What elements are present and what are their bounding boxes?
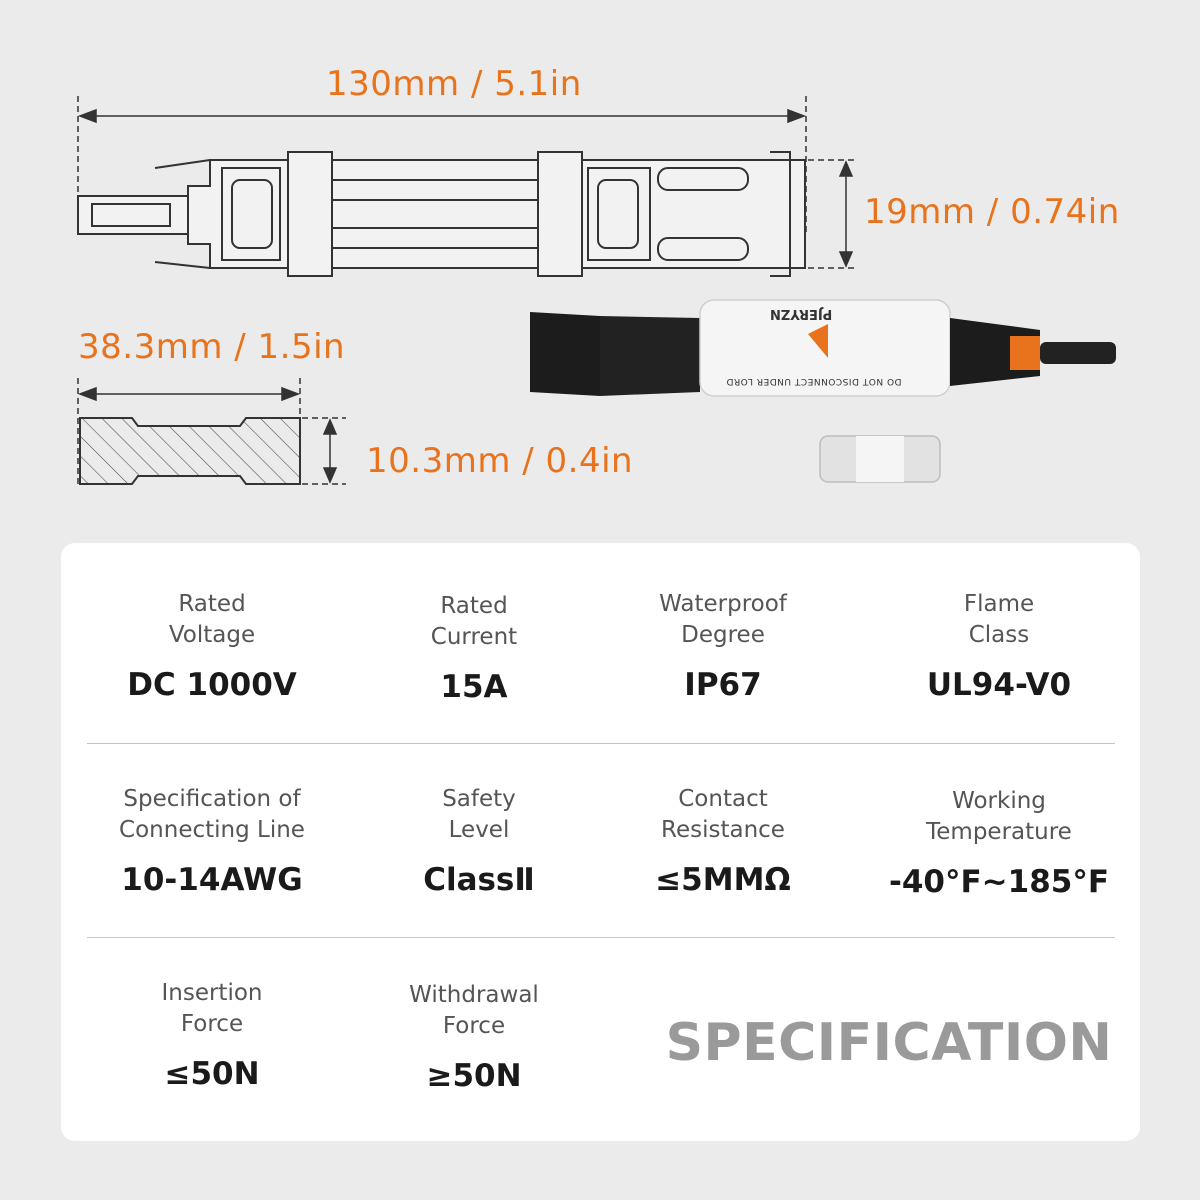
spec-label: Flame Class [963,591,1035,648]
spec-working-temperature [859,786,1139,900]
spec-value: 15A [440,669,508,705]
length-dimension-label: 130mm / 5.1in [326,64,582,104]
spec-rated-current [344,591,604,705]
spec-value: DC 1000V [127,667,297,703]
spec-rated-voltage [82,589,342,703]
connector-outline [78,152,805,276]
spec-label: Safety Level [442,786,516,843]
spec-value: IP67 [684,667,762,703]
spec-label: Withdrawal Force [409,982,539,1039]
spec-value: 10-14AWG [121,862,303,898]
fuse-outline [80,418,300,484]
fuse-height-dimension-label: 10.3mm / 0.4in [366,441,634,481]
spec-value: ≤50N [164,1056,260,1092]
height-dimension-label: 19mm / 0.74in [864,192,1120,232]
spec-label: Contact Resistance [661,786,785,843]
spec-value: ClassⅡ [423,862,535,898]
spec-value: ≤5MMΩ [655,862,791,898]
spec-contact-resistance [593,784,853,898]
spec-value: UL94-V0 [926,667,1072,703]
product-warning-label: DO NOT DISCONNECT UNDER LORD [726,376,902,386]
spec-label: Specification of Connecting Line [119,786,305,843]
section-title: SPECIFICATION [665,1013,1113,1073]
specification-card [61,543,1140,1141]
fuse-height-dimension [302,418,346,484]
spec-connecting-line [82,784,342,898]
spec-value: ≥50N [426,1058,522,1094]
spec-waterproof-degree [593,589,853,703]
spec-insertion-force [82,978,342,1092]
spec-label: Rated Voltage [168,591,256,648]
product-brand-label: PJERYZN [770,306,833,321]
spec-safety-level [349,784,609,898]
spec-label: Waterproof Degree [659,591,787,648]
spec-withdrawal-force [344,980,604,1094]
spec-value: -40°F~185°F [888,864,1110,900]
row-divider [87,743,1115,744]
fuse-length-dimension-label: 38.3mm / 1.5in [78,327,346,367]
fuse-cartridge-photo [820,436,940,482]
height-dimension-line [808,160,856,268]
spec-label: Rated Current [430,593,518,650]
row-divider [87,937,1115,938]
spec-label: Insertion Force [161,980,263,1037]
spec-label: Working Temperature [926,788,1072,845]
spec-flame-class [869,589,1129,703]
